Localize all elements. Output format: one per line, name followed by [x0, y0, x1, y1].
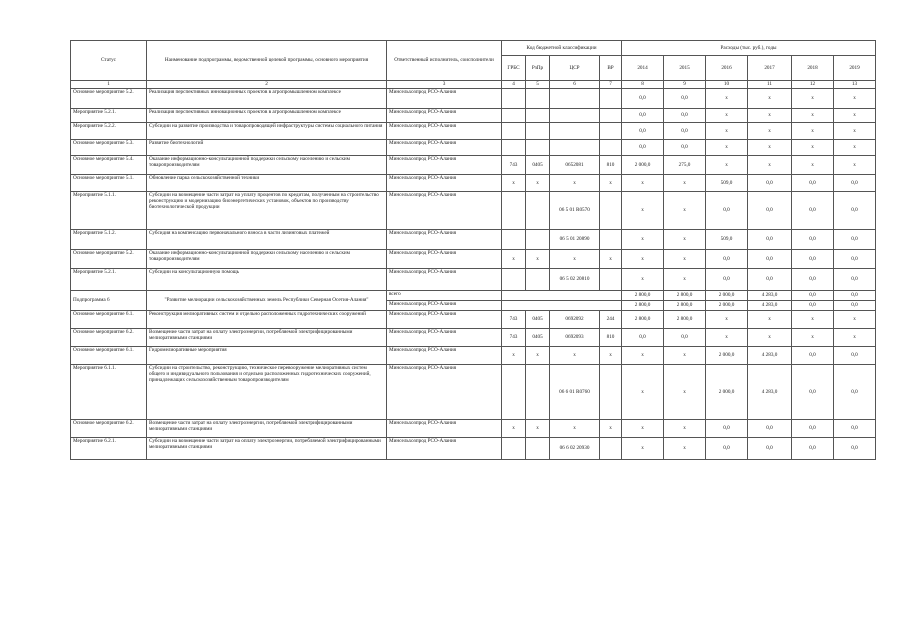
row-value: 0,0	[622, 123, 664, 140]
row-status: Мероприятие 5.2.2.	[71, 123, 147, 140]
row-value: x	[834, 109, 876, 123]
row-name: Субсидии на возмещение части затрат на оплату электроэнергии, потребляемой электрифицированными мелиоративными станциями	[147, 438, 387, 460]
row-value: x	[664, 230, 706, 250]
subprogram-executor-total: всего	[387, 291, 502, 301]
row-status: Основное мероприятие 5.1.	[71, 175, 147, 192]
row-csr	[550, 89, 600, 109]
row-executor: Минсельхозпрод РСО-Алания	[387, 420, 502, 438]
column-index: 3	[387, 81, 502, 89]
row-value: 509,0	[706, 230, 748, 250]
row-value: 0,0	[664, 123, 706, 140]
row-rzpr	[526, 123, 550, 140]
row-value: 2 800,0	[664, 311, 706, 329]
table-row	[71, 109, 876, 123]
row-csr: 0692092	[550, 311, 600, 329]
row-executor: Минсельхозпрод РСО-Алания	[387, 156, 502, 175]
budget-table	[70, 40, 876, 460]
row-executor: Минсельхозпрод РСО-Алания	[387, 192, 502, 230]
row-value: 0,0	[792, 269, 834, 291]
row-vr	[600, 269, 622, 291]
row-name: Субсидии на развитие производства и товаропроводящей инфраструктуры системы социального питания	[147, 123, 387, 140]
row-grbs	[502, 192, 526, 230]
row-value: 2 000,0	[706, 365, 748, 420]
row-value: 0,0	[834, 269, 876, 291]
row-csr: x	[550, 420, 600, 438]
row-grbs	[502, 123, 526, 140]
row-name: Субсидии на строительство, реконструкцию, техническое перевооружение мелиоративных систем общего и индивидуального пользования и отдельно расположенных гидротехнических сооружений, принадлежащих сельскохозяйственным товаропроизводителям	[147, 365, 387, 420]
row-csr: x	[550, 347, 600, 365]
row-executor: Минсельхозпрод РСО-Алания	[387, 109, 502, 123]
row-value: x	[748, 311, 792, 329]
row-rzpr: 0405	[526, 156, 550, 175]
column-index: 7	[600, 81, 622, 89]
row-csr: x	[550, 175, 600, 192]
row-value: 0,0	[748, 192, 792, 230]
row-value: x	[834, 329, 876, 347]
table-row	[71, 269, 876, 291]
row-name: Субсидия на компенсацию первоначального взноса в части лизинговых платежей	[147, 230, 387, 250]
row-name: Оказание информационно-консультационной поддержки сельскому населению и сельским товаропроизводителям	[147, 156, 387, 175]
row-name: Реализация перспективных инновационных проектов в агропромышленном комплексе	[147, 89, 387, 109]
row-csr: 0652081	[550, 156, 600, 175]
header-year: 2019	[834, 56, 876, 81]
row-value: x	[622, 250, 664, 269]
row-value: 0,0	[834, 175, 876, 192]
row-value: x	[706, 311, 748, 329]
row-executor: Минсельхозпрод РСО-Алания	[387, 230, 502, 250]
row-value: 0,0	[748, 175, 792, 192]
subprogram-value: 0,0	[834, 301, 876, 311]
row-grbs	[502, 230, 526, 250]
row-status: Мероприятие 6.2.1.	[71, 438, 147, 460]
row-grbs	[502, 269, 526, 291]
row-name: Гидромелиоративные мероприятия	[147, 347, 387, 365]
row-value: x	[834, 89, 876, 109]
row-value: 0,0	[706, 420, 748, 438]
row-grbs	[502, 109, 526, 123]
column-index: 2	[147, 81, 387, 89]
column-index: 6	[550, 81, 600, 89]
row-value: x	[622, 175, 664, 192]
row-csr: x	[550, 250, 600, 269]
row-value: 0,0	[834, 347, 876, 365]
row-status: Основное мероприятие 6.1.	[71, 347, 147, 365]
row-value: 509,0	[706, 175, 748, 192]
row-vr: 810	[600, 156, 622, 175]
row-value: x	[706, 109, 748, 123]
row-value: x	[834, 140, 876, 156]
row-vr: x	[600, 420, 622, 438]
row-value: x	[664, 347, 706, 365]
row-value: 0,0	[792, 250, 834, 269]
row-value: 0,0	[748, 438, 792, 460]
row-name: Субсидии на возмещение части затрат на уплату процентов по кредитам, полученным на строительство реконструкцию и модернизацию биоэнергетических установок, объектов по производству биотехнологической продукции	[147, 192, 387, 230]
row-name: Оказание информационно-консультационной поддержки сельскому населению и сельским товаропроизводителям	[147, 250, 387, 269]
row-csr: 06 5 01 R0570	[550, 192, 600, 230]
row-value: x	[792, 109, 834, 123]
subprogram-value: 2 800,0	[664, 291, 706, 301]
row-vr	[600, 438, 622, 460]
subprogram-value: 2 800,0	[664, 301, 706, 311]
row-value: x	[792, 156, 834, 175]
row-status: Мероприятие 5.2.1.	[71, 269, 147, 291]
row-name: Возмещение части затрат на оплату электроэнергии, потребляемой электрифицированными мелиоративными станциями	[147, 420, 387, 438]
row-value: 0,0	[834, 420, 876, 438]
subprogram-row	[71, 291, 876, 301]
row-vr	[600, 365, 622, 420]
row-executor: Минсельхозпрод РСО-Алания	[387, 329, 502, 347]
row-value: 2 000,0	[706, 347, 748, 365]
table-row	[71, 347, 876, 365]
header-grbs: ГРБС	[502, 56, 526, 81]
column-index: 13	[834, 81, 876, 89]
table-row	[71, 230, 876, 250]
row-value: x	[748, 89, 792, 109]
row-grbs: 743	[502, 329, 526, 347]
row-status: Основное мероприятие 5.2.	[71, 250, 147, 269]
row-csr: 06 6 02 20930	[550, 438, 600, 460]
row-status: Основное мероприятие 6.2.	[71, 329, 147, 347]
row-value: x	[792, 123, 834, 140]
row-grbs: x	[502, 175, 526, 192]
row-value: 4 283,0	[748, 347, 792, 365]
table-row	[71, 192, 876, 230]
subprogram-value: 2 800,0	[622, 291, 664, 301]
row-value: x	[792, 140, 834, 156]
row-grbs: x	[502, 347, 526, 365]
row-value: x	[706, 89, 748, 109]
table-row	[71, 311, 876, 329]
row-value: 0,0	[792, 230, 834, 250]
row-name: Развитие биотехнологий	[147, 140, 387, 156]
table-row	[71, 89, 876, 109]
row-name: Субсидии на консультационную помощь	[147, 269, 387, 291]
row-vr	[600, 123, 622, 140]
row-value: 0,0	[834, 438, 876, 460]
row-value: 0,0	[664, 140, 706, 156]
row-value: x	[664, 192, 706, 230]
row-executor: Минсельхозпрод РСО-Алания	[387, 347, 502, 365]
row-value: x	[706, 123, 748, 140]
row-grbs: 743	[502, 311, 526, 329]
row-value: 0,0	[748, 420, 792, 438]
table-row	[71, 175, 876, 192]
header-status: Статус	[71, 41, 147, 81]
row-value: x	[664, 175, 706, 192]
row-value: 0,0	[748, 250, 792, 269]
row-value: x	[792, 329, 834, 347]
row-value: 0,0	[834, 365, 876, 420]
row-grbs: 743	[502, 156, 526, 175]
subprogram-value: 0,0	[834, 291, 876, 301]
row-value: 0,0	[622, 329, 664, 347]
row-executor: Минсельхозпрод РСО-Алания	[387, 175, 502, 192]
row-value: x	[622, 269, 664, 291]
row-csr: 0692093	[550, 329, 600, 347]
subprogram-value: 0,0	[792, 301, 834, 311]
subprogram-name: "Развитие мелиорации сельскохозяйственных земель Республики Северная Осетия-Алания"	[147, 291, 387, 311]
row-value: x	[834, 123, 876, 140]
row-value: 4 283,0	[748, 365, 792, 420]
subprogram-value: 4 283,0	[748, 291, 792, 301]
row-value: 0,0	[664, 109, 706, 123]
row-value: 0,0	[664, 329, 706, 347]
row-value: 0,0	[834, 192, 876, 230]
column-index: 4	[502, 81, 526, 89]
row-value: 0,0	[748, 269, 792, 291]
row-rzpr	[526, 269, 550, 291]
row-executor: Минсельхозпрод РСО-Алания	[387, 269, 502, 291]
row-value: x	[622, 230, 664, 250]
header-year: 2016	[706, 56, 748, 81]
row-vr	[600, 109, 622, 123]
row-value: 0,0	[834, 250, 876, 269]
row-status: Основное мероприятие 5.3.	[71, 140, 147, 156]
row-status: Мероприятие 6.1.1.	[71, 365, 147, 420]
row-rzpr: x	[526, 347, 550, 365]
row-executor: Минсельхозпрод РСО-Алания	[387, 89, 502, 109]
row-status: Основное мероприятие 5.2.	[71, 89, 147, 109]
header-bk-group: Код бюджетной классификации	[502, 41, 622, 56]
row-value: 0,0	[664, 89, 706, 109]
subprogram-value: 2 000,0	[706, 291, 748, 301]
row-rzpr: 0405	[526, 329, 550, 347]
column-index: 12	[792, 81, 834, 89]
row-rzpr: x	[526, 175, 550, 192]
row-value: x	[706, 140, 748, 156]
row-grbs	[502, 365, 526, 420]
row-value: x	[748, 123, 792, 140]
row-executor: Минсельхозпрод РСО-Алания	[387, 140, 502, 156]
row-name: Реконструкция мелиоративных систем и отдельно расположенных гидротехнических сооружений	[147, 311, 387, 329]
row-rzpr: 0405	[526, 311, 550, 329]
row-rzpr	[526, 230, 550, 250]
header-csr: ЦСР	[550, 56, 600, 81]
row-value: 0,0	[792, 365, 834, 420]
row-value: 0,0	[622, 109, 664, 123]
row-rzpr: x	[526, 250, 550, 269]
empty-cell	[502, 301, 622, 311]
row-rzpr	[526, 438, 550, 460]
row-value: 0,0	[834, 230, 876, 250]
table-row	[71, 140, 876, 156]
empty-cell	[502, 291, 622, 301]
row-vr	[600, 89, 622, 109]
row-value: 275,0	[664, 156, 706, 175]
row-csr	[550, 123, 600, 140]
row-grbs: x	[502, 250, 526, 269]
budget-table-sheet	[70, 40, 875, 460]
row-vr	[600, 192, 622, 230]
table-row	[71, 250, 876, 269]
row-value: x	[792, 89, 834, 109]
header-exp-group: Расходы (тыс. руб.), годы	[622, 41, 876, 56]
column-index: 1	[71, 81, 147, 89]
column-index: 9	[664, 81, 706, 89]
row-vr: x	[600, 250, 622, 269]
column-index: 8	[622, 81, 664, 89]
row-executor: Минсельхозпрод РСО-Алания	[387, 250, 502, 269]
header-rzpr: РзПр	[526, 56, 550, 81]
row-value: 0,0	[706, 269, 748, 291]
row-executor: Минсельхозпрод РСО-Алания	[387, 438, 502, 460]
column-index: 10	[706, 81, 748, 89]
row-vr: 244	[600, 311, 622, 329]
subprogram-value: 0,0	[792, 291, 834, 301]
row-status: Основное мероприятие 5.4.	[71, 156, 147, 175]
row-value: x	[748, 140, 792, 156]
row-value: 0,0	[792, 192, 834, 230]
row-vr	[600, 230, 622, 250]
row-value: x	[792, 311, 834, 329]
row-grbs	[502, 140, 526, 156]
row-value: x	[664, 250, 706, 269]
header-executor: Ответственный исполнитель, соисполнители	[387, 41, 502, 81]
subprogram-value: 2 800,0	[622, 301, 664, 311]
row-grbs	[502, 89, 526, 109]
subprogram-value: 4 283,0	[748, 301, 792, 311]
row-value: x	[622, 420, 664, 438]
header-year: 2017	[748, 56, 792, 81]
table-row	[71, 365, 876, 420]
row-value: 0,0	[622, 89, 664, 109]
row-value: x	[664, 365, 706, 420]
header-vr: ВР	[600, 56, 622, 81]
row-csr: 06 6 01 R0760	[550, 365, 600, 420]
header-name: Наименование подпрограммы, ведомственной целевой программы, основного мероприятия	[147, 41, 387, 81]
row-value: x	[664, 438, 706, 460]
row-csr: 06 5 01 20890	[550, 230, 600, 250]
row-value: x	[664, 269, 706, 291]
row-value: 2 000,0	[622, 156, 664, 175]
row-value: 0,0	[792, 420, 834, 438]
row-rzpr	[526, 89, 550, 109]
row-value: 0,0	[748, 230, 792, 250]
row-executor: Минсельхозпрод РСО-Алания	[387, 365, 502, 420]
row-value: x	[748, 109, 792, 123]
row-value: x	[622, 347, 664, 365]
row-value: x	[748, 329, 792, 347]
table-row	[71, 438, 876, 460]
header-year: 2015	[664, 56, 706, 81]
row-value: 0,0	[706, 192, 748, 230]
row-csr: 06 5 02 20810	[550, 269, 600, 291]
row-status: Основное мероприятие 6.1.	[71, 311, 147, 329]
header-year: 2014	[622, 56, 664, 81]
column-index-row	[71, 81, 876, 89]
column-index: 5	[526, 81, 550, 89]
subprogram-status: Подпрограмма 6	[71, 291, 147, 311]
row-csr	[550, 140, 600, 156]
row-value: x	[622, 192, 664, 230]
row-value: x	[834, 311, 876, 329]
header-year: 2018	[792, 56, 834, 81]
row-status: Основное мероприятие 6.2.	[71, 420, 147, 438]
row-executor: Минсельхозпрод РСО-Алания	[387, 123, 502, 140]
row-name: Возмещение части затрат на оплату электроэнергии, потребляемой электрифицированными мелиоративными станциями	[147, 329, 387, 347]
row-value: 2 800,0	[622, 311, 664, 329]
row-value: x	[622, 365, 664, 420]
row-status: Мероприятие 5.1.1.	[71, 192, 147, 230]
row-value: 0,0	[706, 438, 748, 460]
row-grbs: x	[502, 420, 526, 438]
table-row	[71, 123, 876, 140]
row-rzpr	[526, 140, 550, 156]
table-row	[71, 329, 876, 347]
row-executor: Минсельхозпрод РСО-Алания	[387, 311, 502, 329]
row-status: Мероприятие 5.2.1.	[71, 109, 147, 123]
column-index: 11	[748, 81, 792, 89]
row-value: 0,0	[792, 175, 834, 192]
row-rzpr	[526, 365, 550, 420]
row-value: x	[706, 329, 748, 347]
row-vr: 810	[600, 329, 622, 347]
row-value: x	[664, 420, 706, 438]
row-value: x	[622, 438, 664, 460]
row-csr	[550, 109, 600, 123]
row-value: 0,0	[622, 140, 664, 156]
row-value: 0,0	[792, 347, 834, 365]
table-row	[71, 420, 876, 438]
row-rzpr	[526, 192, 550, 230]
row-value: 0,0	[792, 438, 834, 460]
row-name: Реализация перспективных инновационных проектов в агропромышленном комплексе	[147, 109, 387, 123]
row-status: Мероприятие 5.1.2.	[71, 230, 147, 250]
row-value: x	[706, 156, 748, 175]
table-row	[71, 156, 876, 175]
row-value: x	[834, 156, 876, 175]
subprogram-executor: Минсельхозпрод РСО-Алания	[387, 301, 502, 311]
row-grbs	[502, 438, 526, 460]
row-rzpr	[526, 109, 550, 123]
row-value: x	[748, 156, 792, 175]
row-vr	[600, 140, 622, 156]
row-value: 0,0	[706, 250, 748, 269]
row-name: Обновление парка сельскохозяйственной техники	[147, 175, 387, 192]
row-rzpr: x	[526, 420, 550, 438]
subprogram-value: 2 000,0	[706, 301, 748, 311]
row-vr: x	[600, 347, 622, 365]
row-vr: x	[600, 175, 622, 192]
